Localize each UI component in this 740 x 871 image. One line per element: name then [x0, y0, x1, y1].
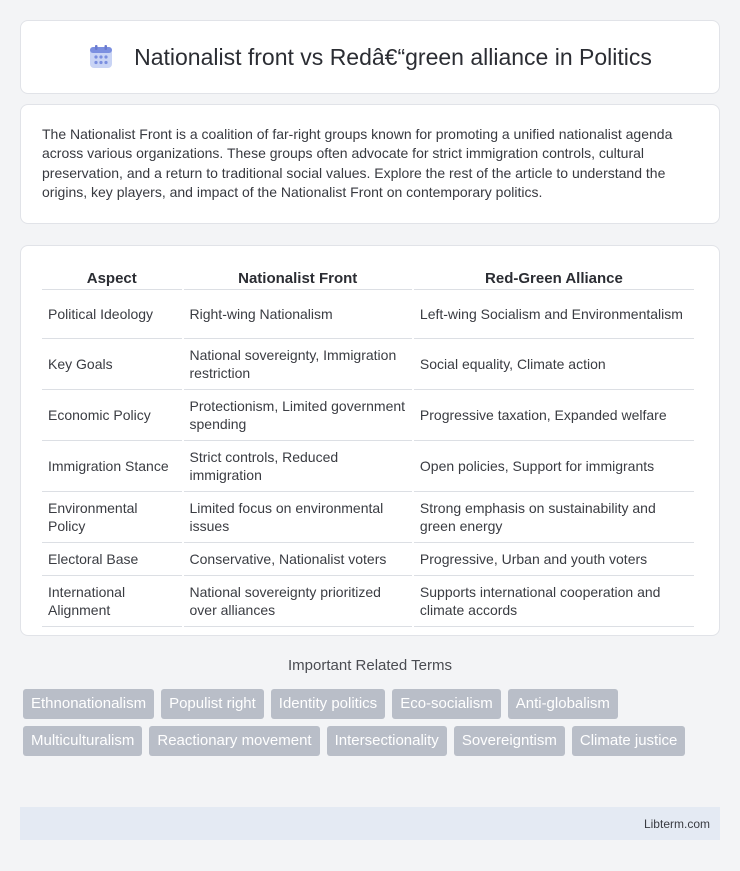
comparison-table	[40, 266, 696, 627]
cell-nationalist: Limited focus on environmental issues	[184, 492, 412, 543]
table-row	[42, 441, 694, 492]
cell-aspect: International Alignment	[42, 576, 182, 627]
cell-redgreen: Supports international cooperation and climate accords	[414, 576, 694, 627]
cell-nationalist: National sovereignty, Immigration restriction	[184, 339, 412, 390]
table-row	[42, 290, 694, 339]
cell-redgreen: Progressive taxation, Expanded welfare	[414, 390, 694, 441]
table-row	[42, 339, 694, 390]
tag-eco-socialism[interactable]: Eco-socialism	[392, 689, 501, 719]
cell-redgreen: Open policies, Support for immigrants	[414, 441, 694, 492]
cell-aspect: Immigration Stance	[42, 441, 182, 492]
cell-aspect: Environmental Policy	[42, 492, 182, 543]
cell-aspect: Key Goals	[42, 339, 182, 390]
cell-redgreen: Left-wing Socialism and Environmentalism	[414, 290, 694, 339]
tag-climate-justice[interactable]: Climate justice	[572, 726, 686, 756]
cell-redgreen: Social equality, Climate action	[414, 339, 694, 390]
tag-populist-right[interactable]: Populist right	[161, 689, 264, 719]
related-terms-heading: Important Related Terms	[288, 657, 452, 674]
cell-aspect: Electoral Base	[42, 543, 182, 576]
cell-aspect: Economic Policy	[42, 390, 182, 441]
tag-reactionary-movement[interactable]: Reactionary movement	[149, 726, 319, 756]
cell-redgreen: Progressive, Urban and youth voters	[414, 543, 694, 576]
tag-sovereigntism[interactable]: Sovereigntism	[454, 726, 565, 756]
footer	[20, 807, 720, 840]
cell-nationalist: Conservative, Nationalist voters	[184, 543, 412, 576]
header-aspect: Aspect	[42, 266, 182, 290]
table-row	[42, 576, 694, 627]
tag-identity-politics[interactable]: Identity politics	[271, 689, 385, 719]
related-terms-list	[23, 689, 723, 763]
header-red-green-alliance: Red-Green Alliance	[414, 266, 694, 290]
title-card	[20, 20, 720, 94]
header-nationalist-front: Nationalist Front	[184, 266, 412, 290]
tag-ethnonationalism[interactable]: Ethnonationalism	[23, 689, 154, 719]
intro-card	[20, 104, 720, 224]
table-header-row	[42, 266, 694, 290]
page-title: Nationalist front vs Redâ€“green alliance in Politics	[134, 43, 652, 70]
tag-multiculturalism[interactable]: Multiculturalism	[23, 726, 142, 756]
cell-redgreen: Strong emphasis on sustainability and green energy	[414, 492, 694, 543]
intro-text: The Nationalist Front is a coalition of far-right groups known for promoting a unified nationalist agenda across various organizations. These groups often advocate for strict immigration controls, cultural preservation, and a return to traditional social values. Explore the rest of the article to understand the origins, key players, and impact of the Nationalist Front on contemporary politics.	[42, 126, 673, 201]
tag-intersectionality[interactable]: Intersectionality	[327, 726, 447, 756]
cell-nationalist: Strict controls, Reduced immigration	[184, 441, 412, 492]
table-row	[42, 543, 694, 576]
footer-site-link[interactable]: Libterm.com	[643, 816, 710, 831]
cell-nationalist: Right-wing Nationalism	[184, 290, 412, 339]
table-row	[42, 492, 694, 543]
table-row	[42, 390, 694, 441]
cell-nationalist: Protectionism, Limited government spending	[184, 390, 412, 441]
cell-nationalist: National sovereignty prioritized over alliances	[184, 576, 412, 627]
tag-anti-globalism[interactable]: Anti-globalism	[508, 689, 618, 719]
comparison-card	[20, 245, 720, 636]
calendar-icon	[88, 44, 114, 70]
cell-aspect: Political Ideology	[42, 290, 182, 339]
